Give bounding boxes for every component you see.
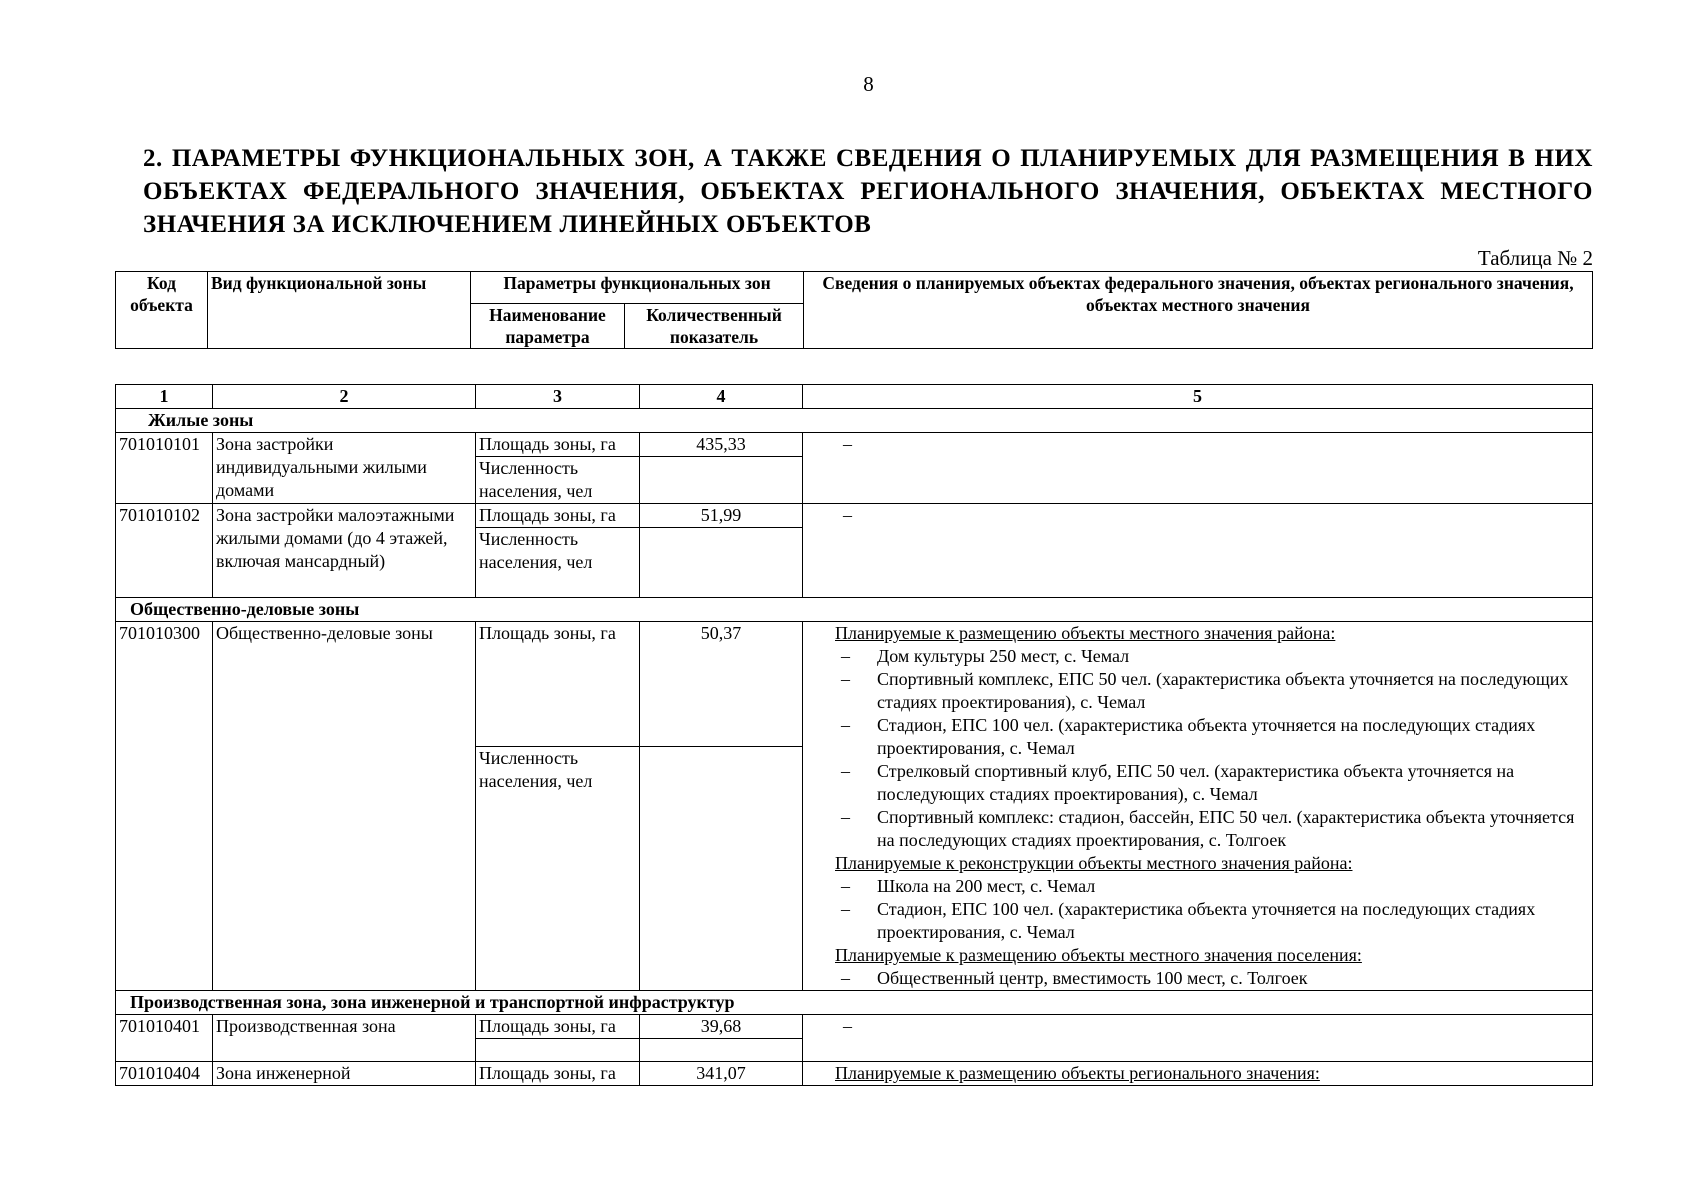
column-number: 5	[803, 385, 1593, 409]
planned-objects	[803, 1062, 1593, 1086]
param-name: Численность населения, чел	[476, 457, 640, 504]
table-row	[116, 433, 1593, 457]
param-name: Площадь зоны, га	[476, 504, 640, 528]
planned-objects: –	[803, 1015, 1593, 1062]
zone-type: Общественно-деловые зоны	[213, 622, 476, 991]
table-row	[116, 1062, 1593, 1086]
list-item: – Дом культуры 250 мест, с. Чемал	[835, 645, 1580, 668]
list-item: – Спортивный комплекс, ЕПС 50 чел. (характеристика объекта уточняется на последующих стадиях проектирования), с. Чемал	[835, 668, 1580, 714]
settlement-list	[835, 967, 1580, 990]
column-numbers-row	[116, 385, 1593, 409]
object-code: 701010101	[116, 433, 213, 504]
planned-objects	[803, 622, 1593, 991]
param-value-empty	[640, 528, 803, 598]
param-value: 435,33	[640, 433, 803, 457]
param-value-empty	[640, 1039, 803, 1062]
object-code: 701010404	[116, 1062, 213, 1086]
section-row	[116, 598, 1593, 622]
param-name: Площадь зоны, га	[476, 1062, 640, 1086]
table-row	[116, 622, 1593, 747]
local-recon-list	[835, 875, 1580, 944]
header-code: Код объекта	[116, 272, 208, 349]
table-header	[115, 271, 1593, 349]
param-value: 51,99	[640, 504, 803, 528]
object-code: 701010300	[116, 622, 213, 991]
column-number: 3	[476, 385, 640, 409]
list-item: – Школа на 200 мест, с. Чемал	[835, 875, 1580, 898]
data-table	[115, 384, 1593, 1086]
param-name: Численность населения, чел	[476, 746, 640, 990]
section-row	[116, 409, 1593, 433]
local-recon-heading: Планируемые к реконструкции объекты местного значения района:	[835, 853, 1353, 873]
list-item: – Стрелковый спортивный клуб, ЕПС 50 чел. (характеристика объекта уточняется на последующих стадиях проектирования), с. Чемал	[835, 760, 1580, 806]
table-row	[116, 1015, 1593, 1039]
param-value-empty	[640, 746, 803, 990]
table-row	[116, 504, 1593, 528]
list-item: – Общественный центр, вместимость 100 мест, с. Толгоек	[835, 967, 1580, 990]
param-name: Площадь зоны, га	[476, 622, 640, 747]
param-value: 50,37	[640, 622, 803, 747]
planned-objects: –	[803, 433, 1593, 504]
param-name: Площадь зоны, га	[476, 1015, 640, 1039]
settlement-heading: Планируемые к размещению объекты местного значения поселения:	[835, 945, 1362, 965]
header-info: Сведения о планируемых объектах федерального значения, объектах регионального значения, объектах местного значения	[804, 272, 1593, 349]
zone-type: Зона инженерной	[213, 1062, 476, 1086]
list-item: – Спортивный комплекс: стадион, бассейн, ЕПС 50 чел. (характеристика объекта уточняется на последующих стадиях проектирования, с. Толгоек	[835, 806, 1580, 852]
param-value-empty	[640, 457, 803, 504]
local-new-list	[835, 645, 1580, 852]
list-item: – Стадион, ЕПС 100 чел. (характеристика объекта уточняется на последующих стадиях проектирования, с. Чемал	[835, 898, 1580, 944]
zone-type: Зона застройки малоэтажными жилыми домами (до 4 этажей, включая мансардный)	[213, 504, 476, 598]
param-value: 341,07	[640, 1062, 803, 1086]
column-number: 4	[640, 385, 803, 409]
regional-heading: Планируемые к размещению объекты регионального значения:	[835, 1063, 1320, 1083]
object-code: 701010401	[116, 1015, 213, 1062]
param-name: Площадь зоны, га	[476, 433, 640, 457]
section-row	[116, 991, 1593, 1015]
planned-objects: –	[803, 504, 1593, 598]
header-param-value: Количественный показатель	[625, 304, 804, 349]
param-name-empty	[476, 1039, 640, 1062]
document-title: 2. ПАРАМЕТРЫ ФУНКЦИОНАЛЬНЫХ ЗОН, А ТАКЖЕ СВЕДЕНИЯ О ПЛАНИРУЕМЫХ ДЛЯ РАЗМЕЩЕНИЯ В НИХ ОБЪЕКТАХ ФЕДЕРАЛЬНОГО ЗНАЧЕНИЯ, ОБЪЕКТАХ РЕГИОНАЛЬНОГО ЗНАЧЕНИЯ, ОБЪЕКТАХ МЕСТНОГО ЗНАЧЕНИЯ ЗА ИСКЛЮЧЕНИЕМ ЛИНЕЙНЫХ ОБЪЕКТОВ	[143, 145, 1593, 238]
column-number: 1	[116, 385, 213, 409]
zone-type: Производственная зона	[213, 1015, 476, 1062]
header-param-name: Наименование параметра	[471, 304, 625, 349]
param-name: Численность населения, чел	[476, 528, 640, 598]
section-title-industrial: Производственная зона, зона инженерной и транспортной инфраструктур	[116, 991, 1593, 1015]
list-item: – Стадион, ЕПС 100 чел. (характеристика объекта уточняется на последующих стадиях проектирования, с. Чемал	[835, 714, 1580, 760]
param-value: 39,68	[640, 1015, 803, 1039]
header-params: Параметры функциональных зон	[471, 272, 804, 304]
section-title-public: Общественно-деловые зоны	[116, 598, 1593, 622]
zone-type: Зона застройки индивидуальными жилыми домами	[213, 433, 476, 504]
object-code: 701010102	[116, 504, 213, 598]
section-title-residential: Жилые зоны	[116, 409, 1593, 433]
local-new-heading: Планируемые к размещению объекты местного значения района:	[835, 623, 1336, 643]
table-number: Таблица № 2	[1477, 246, 1593, 270]
column-number: 2	[213, 385, 476, 409]
page-number: 8	[863, 72, 874, 96]
header-zone-type: Вид функциональной зоны	[208, 272, 471, 349]
